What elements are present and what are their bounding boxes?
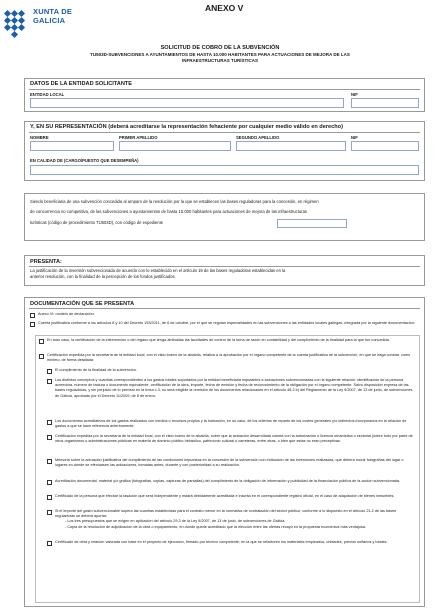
doc-item-text: Anexo VI: modelo de declaración. — [38, 312, 95, 316]
presenta-text-2: anterior resolución, con la finalidad de la percepción de los fondos justificados. — [30, 274, 176, 279]
doc-checkbox[interactable] — [47, 541, 52, 546]
rep-nif-input[interactable] — [351, 141, 419, 151]
doc-item-text: Certificado de la persona que efectúe la tasación que será independiente y estará debidamente acreditada e inscrita en el correspondiente registro oficial, en el caso de adquisición de bienes inmuebles. — [55, 494, 395, 498]
doc-checkbox[interactable] — [47, 510, 52, 515]
doc-item-text: Acreditación documental, material y/o gráfica (fotografías, copias, capturas de pantallas) del cumplimiento de la obligación de información y publicidad de la financiación pública de la acción subvencionada. — [55, 479, 401, 483]
declaration-line-3: turísticas (código de procedimiento TU503D), con código de expediente — [30, 220, 164, 225]
presenta-title: PRESENTA: — [30, 259, 62, 265]
entity-nif-input[interactable] — [351, 98, 419, 108]
doc-item-text: Si el importe del gasto subvencionable supera las cuantías establecidas para el contrato menor en la normativa de contratación del sector público, conforme a lo dispuesto en el artículo 21.2 de las bases reguladoras se deberá aportar: - Los tres presupuestos que se exigen en aplicación del artículo 29.3 de la Ley 9/2007, de 13 de junio, de subvenciones de Galicia. - Copia de la resolución de adjudicación de la obra o equipamiento, en donde quede acreditado que la elección entre las ofertas recayó en la propuesta económica más ventajosa. — [55, 509, 397, 529]
doc-item-text: Los documentos acreditativos de los gastos realizados con medios o recursos propios y la indicación, en su caso, de los criterios de reparto de los costes generales y/o indirectos incorporados en la relación de gastos a que se hace referencia anteriormente. — [55, 419, 407, 429]
doc-checkbox[interactable] — [30, 313, 35, 318]
doc-checkbox[interactable] — [47, 420, 52, 425]
doc-item — [47, 434, 416, 454]
entity-label: ENTIDAD LOCAL — [30, 92, 65, 97]
applicant-section-title: DATOS DE LA ENTIDAD SOLICITANTE — [30, 81, 133, 87]
entity-input[interactable] — [30, 98, 344, 108]
logo-text: XUNTA DE GALICIA — [33, 7, 73, 25]
role-label: EN CALIDAD DE (CARGO/PUESTO QUE DESEMPEÑA) — [30, 158, 139, 163]
doc-checkbox[interactable] — [47, 480, 52, 485]
surname2-label: SEGUNDO APELLIDO — [236, 135, 280, 140]
name-input[interactable] — [30, 141, 114, 151]
doc-checkbox[interactable] — [30, 322, 35, 327]
doc-item — [47, 458, 416, 476]
doc-item-text: Certificación expedida por la secretaría de la entidad local, con el visto bueno de la alcaldía, sobre que la actuación desarrollada cuenta con la autorización o licencia urbanística o sectorial (sobre todo por parte de otros organismos o administraciones públicas en materia de dominio público hidráulico, patrimonio cultural o carreteras, entre otras, o bien que estas no eran preceptivas. — [55, 434, 413, 444]
presenta-section — [24, 255, 425, 286]
annex-label: ANEXO V — [205, 3, 244, 13]
declaration-line-1: Siendo beneficiaria de una subvención concedida al amparo de la resolución por la que se establecen las bases reguladoras para la concesión, en régimen — [30, 199, 319, 204]
surname2-input[interactable] — [236, 141, 346, 151]
doc-checkbox[interactable] — [39, 339, 44, 344]
xunta-emblem-icon — [5, 9, 29, 39]
doc-checkbox[interactable] — [47, 435, 52, 440]
doc-checkbox[interactable] — [47, 459, 52, 464]
doc-checkbox[interactable] — [47, 495, 52, 500]
surname1-label: PRIMER APELLIDO — [119, 135, 158, 140]
doc-item — [47, 419, 416, 431]
doc-item-text: Cuenta justificativa conforme a los artículos 8 y 10 del Decreto 193/2011, de 6 de octubre, por el que se regulan especialidades en las subvenciones a las entidades locales gallegas, integrada por la siguiente documentación: — [38, 321, 415, 325]
expediente-input[interactable] — [277, 219, 347, 228]
doc-item — [47, 540, 416, 552]
representation-section-title: Y, EN SU REPRESENTACIÓN (deberá acreditarse la representación fehaciente por cualquier medio válido en derecho) — [30, 124, 343, 130]
applicant-section — [24, 78, 425, 112]
declaration-section — [24, 193, 425, 241]
doc-checkbox[interactable] — [47, 369, 52, 374]
nif-label: NIF — [351, 92, 358, 97]
doc-item — [47, 509, 416, 537]
doc-item-text: Certificado de obra y relación valorada con base en el proyecto de ejecución, firmado por técnico competente, en la que se refactoren los materiales empleados, unidades, precios unitarios y totales. — [55, 540, 388, 544]
doc-item — [39, 353, 416, 365]
doc-item-text: Los distintos conceptos y cuantías correspondientes a los gastos totales soportados por la entidad beneficiaria imputables a actuaciones subvencionadas con la siguiente relación: identificación de la persona acreedora, número de factura o documento equivalente, certificación de la obra, importe, fecha de emisión y fecha de reconocimiento de la obligación por el órgano competente. Salvo disposición expresa de las bases reguladoras, y sin perjuicio de lo previsto en la línea c.3, no será exigible la remisión de los documentos relacionados en el artículo 48.2.b) del Reglamento de la Ley 9/2007, de 13 de junio, de subvenciones de Galicia, aprobado por el Decreto 11/2009, de 8 de enero. — [55, 378, 413, 398]
declaration-line-2: de concurrencia no competitiva, de las subvenciones a ayuntamientos de hasta 10.000 habitantes para actuaciones de mejora de las infraestructuras — [30, 209, 308, 214]
xunta-logo — [5, 5, 95, 45]
name-label: NOMBRE — [30, 135, 49, 140]
documentation-title: DOCUMENTACIÓN QUE SE PRESENTA — [30, 301, 135, 307]
doc-checkbox[interactable] — [47, 379, 52, 384]
doc-item — [30, 321, 420, 333]
doc-item — [47, 494, 416, 506]
role-input[interactable] — [30, 165, 419, 175]
doc-item — [47, 378, 416, 416]
doc-checkbox[interactable] — [39, 354, 44, 359]
doc-item-text: Memoria sobre la actuación justificativa del cumplimiento de las condiciones impuestas en la concesión de la subvención con indicación de las inversiones realizadas, que deberá incluir fotografías del lugar o lugares en donde se efectuasen las actuaciones, tomadas antes, durante y con posterioridad a su realización. — [55, 458, 404, 468]
representation-section — [24, 121, 425, 181]
presenta-text-1: La justificación de la inversión subvencionada de acuerdo con lo establecido en el artículo 19 de las bases reguladoras establecidas en la — [30, 268, 286, 273]
rep-nif-label: NIF — [351, 135, 358, 140]
form-title: SOLICITUD DE COBRO DE LA SUBVENCIÓN TU503D-SUBVENCIONES A AYUNTAMIENTOS DE HASTA 10.000 HABITANTES PARA ACTUACIONES DE MEJORA DE LAS INFRAESTRUCTURAS TURÍSTICAS — [90, 45, 350, 63]
doc-item — [47, 368, 416, 375]
doc-item — [47, 479, 416, 491]
doc-item-text: El cumplimiento de la finalidad de la subvención. — [55, 368, 137, 372]
surname1-input[interactable] — [119, 141, 231, 151]
doc-item-text: En todo caso, la certificación de la intervención o del órgano que tenga atribuidas las facultades de control de la toma de razón en contabilidad y del cumplimiento de la finalidad para la que fue concedida. — [47, 338, 390, 342]
documentation-section — [24, 297, 425, 607]
doc-item-text: Certificación expedida por la secretaría de la entidad local, con el visto bueno de la alcaldía, relativa a la aprobación por el órgano competente de la cuenta justificativa de la subvención, en que se haga constar, como mínimo, de forma detallada: — [47, 353, 411, 363]
doc-item — [39, 338, 416, 350]
doc-item — [30, 312, 420, 319]
